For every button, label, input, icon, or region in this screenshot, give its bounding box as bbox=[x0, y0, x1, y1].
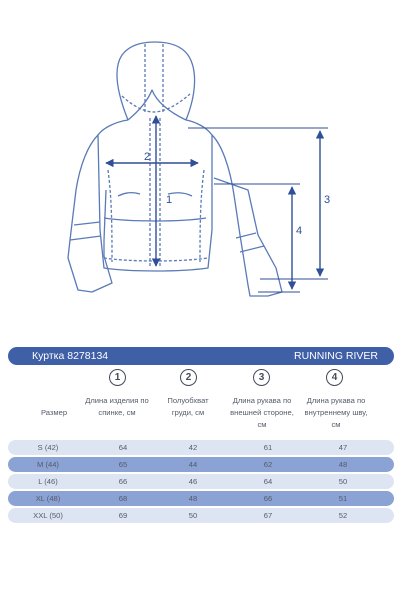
header-sleeve-inner: Длина рукава по внутреннему шву, см bbox=[304, 396, 368, 429]
table-row bbox=[8, 474, 394, 489]
measure-label-2: 2 bbox=[144, 151, 151, 163]
value-cell-3: 61 bbox=[263, 443, 273, 452]
value-cell-2: 46 bbox=[188, 477, 198, 486]
column-number-1: 1 bbox=[109, 369, 126, 386]
measure-label-1: 1 bbox=[166, 194, 173, 206]
value-cell-2: 50 bbox=[188, 511, 198, 520]
value-cell-1: 64 bbox=[118, 443, 128, 452]
header-size: Размер bbox=[40, 408, 68, 417]
size-cell: XL (48) bbox=[35, 494, 61, 503]
size-cell: S (42) bbox=[37, 443, 59, 452]
measure-label-3: 3 bbox=[324, 194, 331, 206]
table-row bbox=[8, 491, 394, 506]
measure-label-4: 4 bbox=[296, 225, 303, 237]
product-title: Куртка 8278134 bbox=[32, 350, 109, 362]
value-cell-4: 52 bbox=[338, 511, 348, 520]
column-number-3: 3 bbox=[253, 369, 270, 386]
header-back-length: Длина изделия по спинке, см bbox=[85, 396, 149, 417]
value-cell-1: 66 bbox=[118, 477, 128, 486]
header-sleeve-outer: Длина рукава по внешней стороне, см bbox=[230, 396, 294, 429]
table-row bbox=[8, 457, 394, 472]
value-cell-2: 44 bbox=[188, 460, 198, 469]
value-cell-4: 50 bbox=[338, 477, 348, 486]
table-title-bar bbox=[8, 347, 394, 365]
size-cell: L (46) bbox=[38, 477, 58, 486]
value-cell-2: 48 bbox=[188, 494, 198, 503]
value-cell-2: 42 bbox=[188, 443, 198, 452]
value-cell-1: 68 bbox=[118, 494, 128, 503]
value-cell-1: 65 bbox=[118, 460, 128, 469]
value-cell-4: 51 bbox=[338, 494, 348, 503]
value-cell-3: 67 bbox=[263, 511, 273, 520]
column-number-4: 4 bbox=[326, 369, 343, 386]
table-row bbox=[8, 440, 394, 455]
jacket-outline bbox=[68, 42, 282, 296]
size-cell: XXL (50) bbox=[33, 511, 63, 520]
value-cell-3: 66 bbox=[263, 494, 273, 503]
value-cell-4: 48 bbox=[338, 460, 348, 469]
value-cell-3: 64 bbox=[263, 477, 273, 486]
value-cell-1: 69 bbox=[118, 511, 128, 520]
header-half-chest: Полуобхват груди, см bbox=[167, 396, 209, 417]
value-cell-3: 62 bbox=[263, 460, 273, 469]
table-row bbox=[8, 508, 394, 523]
value-cell-4: 47 bbox=[338, 443, 348, 452]
column-number-2: 2 bbox=[180, 369, 197, 386]
size-cell: M (44) bbox=[37, 460, 59, 469]
brand-name: RUNNING RIVER bbox=[293, 350, 378, 362]
